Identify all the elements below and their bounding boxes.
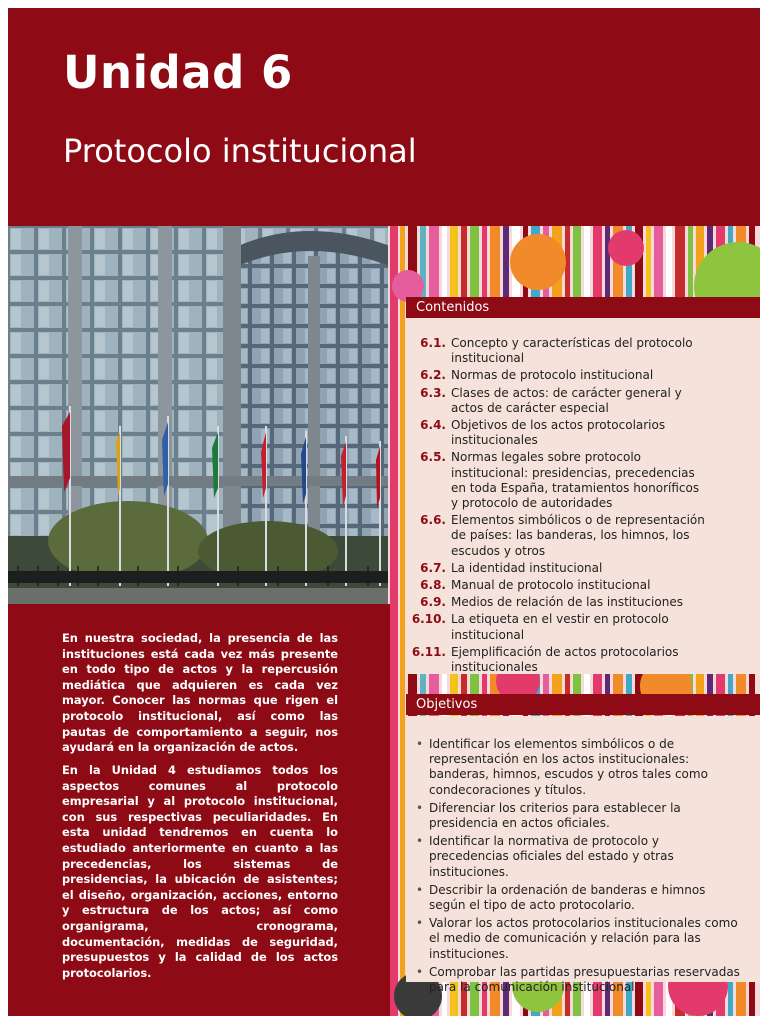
objectives-list [406, 716, 760, 995]
contents-item-number: 6.10. [411, 612, 446, 627]
contents-item [406, 450, 760, 511]
contents-list [406, 318, 760, 675]
bullet-icon: • [416, 834, 424, 849]
objective-text: Diferenciar los criterios para establecer la presidencia en actos oficiales. [429, 800, 681, 831]
contents-item-number: 6.3. [420, 385, 446, 400]
contents-item-text: La identidad institucional [451, 560, 603, 575]
contents-item-number: 6.9. [420, 595, 446, 610]
objectives-box [406, 716, 760, 995]
objective-text: Identificar la normativa de protocolo y precedencias oficiales del estado y otras instituciones. [429, 834, 674, 879]
intro-panel [8, 604, 390, 1016]
contents-item-number: 6.11. [411, 644, 446, 659]
objective-item [416, 801, 742, 831]
objective-item [416, 965, 742, 995]
intro-paragraph-1: En nuestra sociedad, la presencia de las instituciones está cada vez más presente en todo tipo de actos y la repercusión mediática que adquieren es cada vez mayor. Conocer las normas que rigen el protocolo institucional, así como las pautas de comportamiento a seguir, nos ayudará en la organización de actos. [62, 631, 338, 755]
unit-header [8, 8, 760, 226]
contents-item-number: 6.1. [420, 336, 446, 350]
bullet-icon: • [416, 882, 424, 897]
contents-item-text: Normas legales sobre protocolo institucional: presidencias, precedencias en toda España, tratamientos honoríficos y protocolo de autoridades [451, 450, 700, 511]
contents-item-text: Clases de actos: de carácter general y actos de carácter especial [451, 385, 682, 415]
contents-item [406, 595, 760, 610]
contents-item-number: 6.6. [420, 513, 446, 528]
contents-heading: Contenidos [406, 297, 760, 318]
objective-item [416, 737, 742, 798]
objective-text: Describir la ordenación de banderas e himnos según el tipo de acto protocolario. [429, 882, 706, 913]
bullet-icon: • [416, 964, 424, 979]
objective-item [416, 834, 742, 880]
intro-paragraph-2: En la Unidad 4 estudiamos todos los aspectos comunes al protocolo empresarial y al protocolo institucional, con sus respectivas peculiaridades. En esta unidad tendremos en cuenta lo estudiado anteriormente en cuanto a las precedencias, los sistemas de presidencias, la ubicación de asistentes; el diseño, organización, acciones, entorno y estructura de los actos; así como organigrama, cronograma, documentación, medidas de seguridad, presupuestos y la calidad de los actos protocolarios. [62, 763, 338, 980]
unit-title: Unidad 6 [63, 46, 293, 99]
contents-item-number: 6.2. [420, 368, 446, 383]
contents-item-text: La etiqueta en el vestir en protocolo institucional [451, 612, 669, 642]
objective-item [416, 916, 742, 962]
unit-subtitle: Protocolo institucional [63, 132, 417, 170]
objective-item [416, 883, 742, 913]
contents-item [406, 386, 760, 416]
contents-item-text: Objetivos de los actos protocolarios institucionales [451, 418, 666, 448]
contents-item [406, 336, 760, 366]
contents-item [406, 561, 760, 576]
contents-item [406, 612, 760, 642]
building-illustration [8, 226, 390, 604]
objective-text: Identificar los elementos simbólicos o de representación en los actos institucionales: banderas, himnos, escudos y otros tales como condecoraciones y títulos. [429, 737, 708, 797]
contents-item-text: Manual de protocolo institucional [451, 578, 651, 593]
contents-box [406, 318, 760, 674]
contents-item [406, 513, 760, 559]
contents-item-number: 6.8. [420, 578, 446, 593]
contents-item-text: Elementos simbólicos o de representación de países: las banderas, los himnos, los escudos y otros [451, 513, 705, 558]
contents-item [406, 418, 760, 448]
building-photo [8, 226, 390, 604]
objective-text: Valorar los actos protocolarios institucionales como el medio de comunicación y relación para las instituciones. [429, 916, 738, 961]
contents-item [406, 645, 760, 675]
bullet-icon: • [416, 737, 424, 751]
contents-item-text: Medios de relación de las instituciones [451, 595, 683, 610]
contents-item-number: 6.4. [420, 418, 446, 433]
contents-item-number: 6.5. [420, 450, 446, 465]
contents-item-text: Ejemplificación de actos protocolarios institucionales [451, 644, 679, 675]
contents-item-text: Concepto y características del protocolo institucional [451, 336, 693, 366]
bullet-icon: • [416, 916, 424, 931]
bullet-icon: • [416, 800, 424, 815]
contents-item-text: Normas de protocolo institucional [451, 368, 654, 383]
contents-item-number: 6.7. [420, 560, 446, 575]
objective-text: Comprobar las partidas presupuestarias reservadas para la comunicación institucional. [429, 964, 740, 995]
contents-item [406, 368, 760, 383]
contents-item [406, 578, 760, 593]
objectives-heading: Objetivos [406, 694, 760, 715]
